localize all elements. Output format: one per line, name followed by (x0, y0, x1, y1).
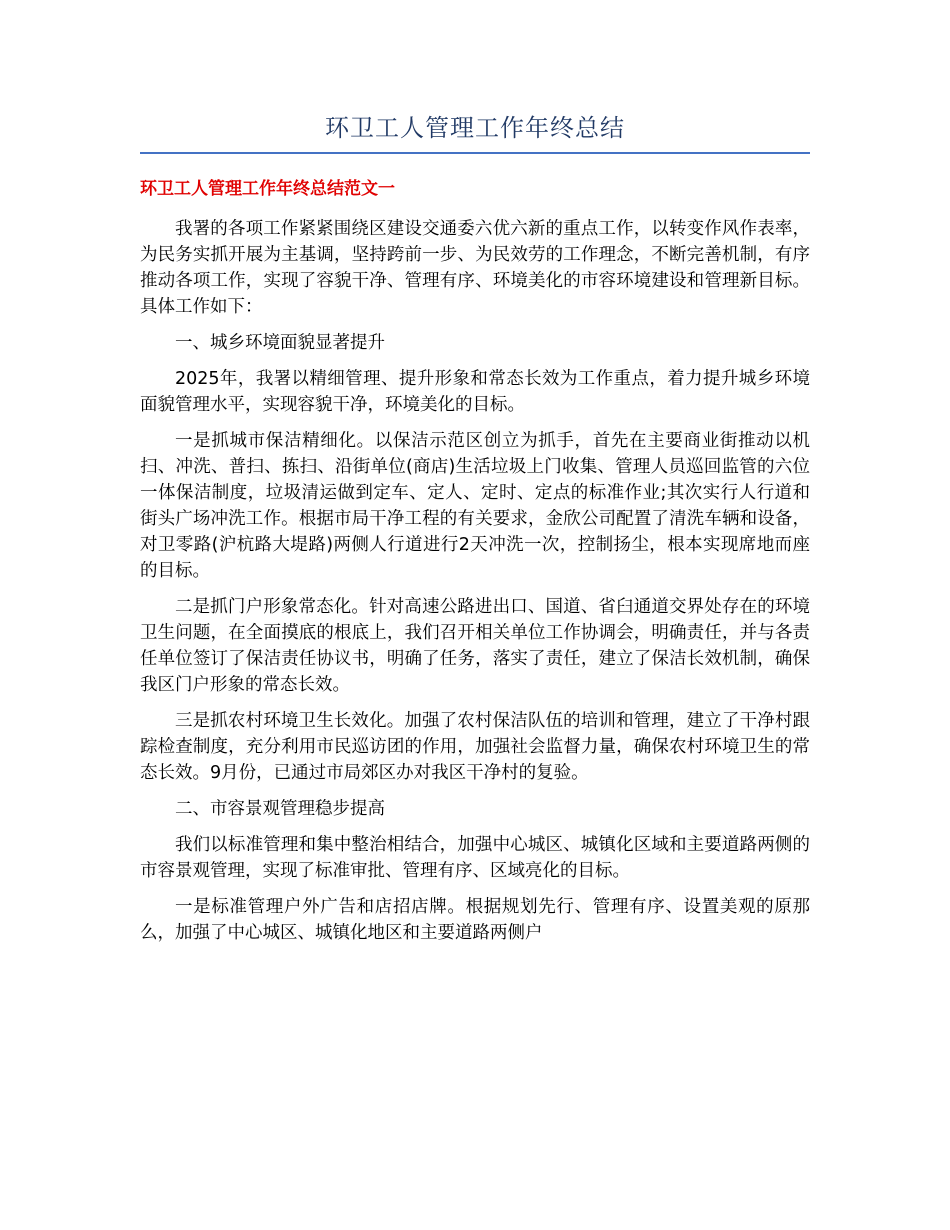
paragraph-rural-sanitation: 三是抓农村环境卫生长效化。加强了农村保洁队伍的培训和管理，建立了干净村跟踪检查制度，充分利用市民巡访团的作用，加强社会监督力量，确保农村环境卫生的常态长效。9月份，已通过市局郊区办对我区干净村的复验。 (140, 711, 810, 783)
document-page (140, 0, 810, 946)
paragraph-outdoor-ads: 一是标准管理户外广告和店招店牌。根据规划先行、管理有序、设置美观的原那么，加强了中心城区、城镇化地区和主要道路两侧户 (140, 897, 810, 943)
title-underline (140, 152, 810, 154)
paragraph-gateway-image: 二是抓门户形象常态化。针对高速公路进出口、国道、省臼通道交界处存在的环境卫生问题，在全面摸底的根底上，我们召开相关单位工作协调会，明确责任，并与各责任单位签订了保洁责任协议书，明确了任务，落实了责任，建立了保洁长效机制，确保我区门户形象的常态长效。 (140, 597, 810, 695)
document-title: 环卫工人管理工作年终总结 (325, 114, 625, 142)
paragraph-2025: 2025年，我署以精细管理、提升形象和常态长效为工作重点，着力提升城乡环境面貌管理水平，实现容貌干净，环境美化的目标。 (140, 369, 810, 415)
paragraph-city-cleaning: 一是抓城市保洁精细化。以保洁示范区创立为抓手，首先在主要商业街推动以机扫、冲洗、普扫、拣扫、沿街单位(商店)生活垃圾上门收集、管理人员巡回监管的六位一体保洁制度，垃圾清运做到定车、定人、定时、定点的标准作业;其次实行人行道和街头广场冲洗工作。根据市局干净工程的有关要求，金欣公司配置了清洗车辆和设备，对卫零路(沪杭路大堤路)两侧人行道进行2天冲洗一次，控制扬尘，根本实现席地而座的目标。 (140, 431, 810, 581)
section-heading: 环卫工人管理工作年终总结范文一 (140, 179, 395, 199)
subheading-2: 二、市容景观管理稳步提高 (175, 799, 385, 819)
paragraph-landscape-management: 我们以标准管理和集中整治相结合，加强中心城区、城镇化区域和主要道路两侧的市容景观管理，实现了标准审批、管理有序、区域亮化的目标。 (140, 835, 810, 881)
intro-paragraph: 我署的各项工作紧紧围绕区建设交通委六优六新的重点工作，以转变作风作表率，为民务实抓开展为主基调，坚持跨前一步、为民效劳的工作理念，不断完善机制，有序推动各项工作，实现了容貌干净、管理有序、环境美化的市容环境建设和管理新目标。具体工作如下： (140, 219, 810, 317)
subheading-1: 一、城乡环境面貌显著提升 (175, 333, 385, 353)
